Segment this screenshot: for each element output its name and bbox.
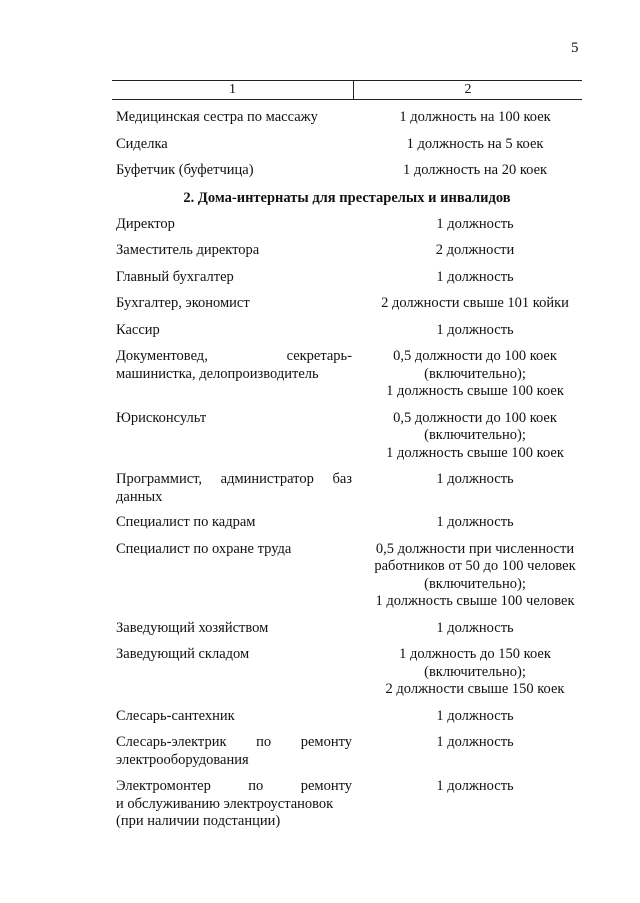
section-title: 2. Дома-интернаты для престарелых и инвалидов (183, 189, 511, 206)
position-cell: Специалист по охране труда (116, 540, 292, 557)
position-line: Документовед, секретарь- (116, 348, 352, 364)
table-header (112, 80, 582, 100)
norm-cell: 1 должность на 5 коек (406, 135, 544, 152)
norm-line: работников от 50 до 100 человек (374, 558, 576, 574)
position-cell: Кассир (116, 321, 160, 338)
table-row (112, 620, 582, 638)
norm-line: (включительно); (424, 575, 526, 592)
norm-cell: 1 должность (436, 707, 514, 724)
table-row (112, 295, 582, 313)
position-line: Электромонтер по ремонту (116, 778, 352, 794)
position-line: электрооборудования (116, 751, 249, 768)
table-row (112, 109, 582, 127)
norm-cell: 1 должность на 20 коек (402, 162, 548, 178)
table-row (112, 269, 582, 287)
norm-line: (включительно); (424, 427, 526, 443)
norm-cell: 1 должность (436, 778, 514, 794)
position-line: Слесарь-электрик по ремонту (116, 734, 352, 750)
norm-cell: 2 должности (435, 242, 515, 258)
position-line: (при наличии подстанции) (116, 813, 281, 829)
norm-cell: 1 должность (436, 321, 514, 338)
norm-line: 1 должность свыше 100 коек (386, 444, 564, 461)
table-row (112, 322, 582, 340)
staffing-table (112, 80, 582, 831)
table-row (112, 514, 582, 532)
position-cell (112, 778, 352, 831)
table-row (112, 471, 582, 506)
norm-line: 0,5 должности при численности (375, 540, 575, 557)
table-row (112, 216, 582, 234)
position-cell: Директор (116, 215, 175, 232)
position-cell: Слесарь-сантехник (116, 707, 235, 724)
table-row (112, 162, 582, 180)
norm-cell: 1 должность (436, 215, 514, 232)
position-cell: Бухгалтер, экономист (116, 295, 250, 311)
position-cell (112, 348, 352, 401)
position-cell: Буфетчик (буфетчица) (116, 162, 254, 178)
position-cell: Заведующий складом (116, 646, 250, 662)
norm-line: 0,5 должности до 100 коек (393, 348, 557, 364)
norm-cell (352, 541, 582, 611)
norm-cell (352, 348, 582, 401)
norm-cell: 1 должность (436, 619, 514, 636)
table-row (112, 348, 582, 401)
column-header-1: 1 (112, 81, 354, 99)
position-cell: Сиделка (116, 135, 168, 152)
norm-cell: 1 должность (436, 734, 514, 750)
norm-line: 1 должность до 150 коек (399, 646, 551, 662)
position-line: данных (116, 488, 163, 505)
column-header-2: 2 (464, 82, 472, 97)
table-row (112, 410, 582, 463)
position-cell: Заместитель директора (116, 242, 260, 258)
position-cell: Специалист по кадрам (116, 514, 256, 530)
norm-cell: 1 должность (436, 471, 514, 487)
position-line: машинистка, делопроизводитель (116, 365, 319, 382)
norm-line: (включительно); (424, 663, 526, 680)
norm-line: (включительно); (424, 365, 526, 382)
norm-cell: 1 должность (436, 514, 514, 530)
norm-cell: 2 должности свыше 101 койки (381, 295, 569, 311)
position-cell: Юрисконсульт (116, 409, 207, 426)
norm-line: 1 должность свыше 100 коек (386, 383, 564, 399)
norm-cell: 1 должность (436, 268, 514, 285)
table-row (112, 646, 582, 699)
position-cell (112, 734, 352, 769)
position-line: Программист, администратор баз (116, 471, 352, 487)
table-row (112, 541, 582, 611)
position-cell: Медицинская сестра по массажу (116, 109, 318, 125)
position-cell: Главный бухгалтер (116, 268, 234, 285)
table-row (112, 778, 582, 831)
table-row (112, 708, 582, 726)
position-line: и обслуживанию электроустановок (116, 795, 334, 812)
norm-line: 1 должность свыше 100 человек (375, 593, 575, 609)
table-row (112, 734, 582, 769)
position-cell (112, 471, 352, 506)
norm-cell (352, 410, 582, 463)
table-row (112, 242, 582, 260)
norm-cell (352, 646, 582, 699)
page-number: 5 (571, 40, 579, 56)
norm-line: 2 должности свыше 150 коек (385, 681, 565, 697)
position-cell: Заведующий хозяйством (116, 619, 269, 636)
table-row (112, 136, 582, 154)
norm-cell: 1 должность на 100 коек (399, 109, 551, 125)
norm-line: 0,5 должности до 100 коек (393, 409, 557, 426)
